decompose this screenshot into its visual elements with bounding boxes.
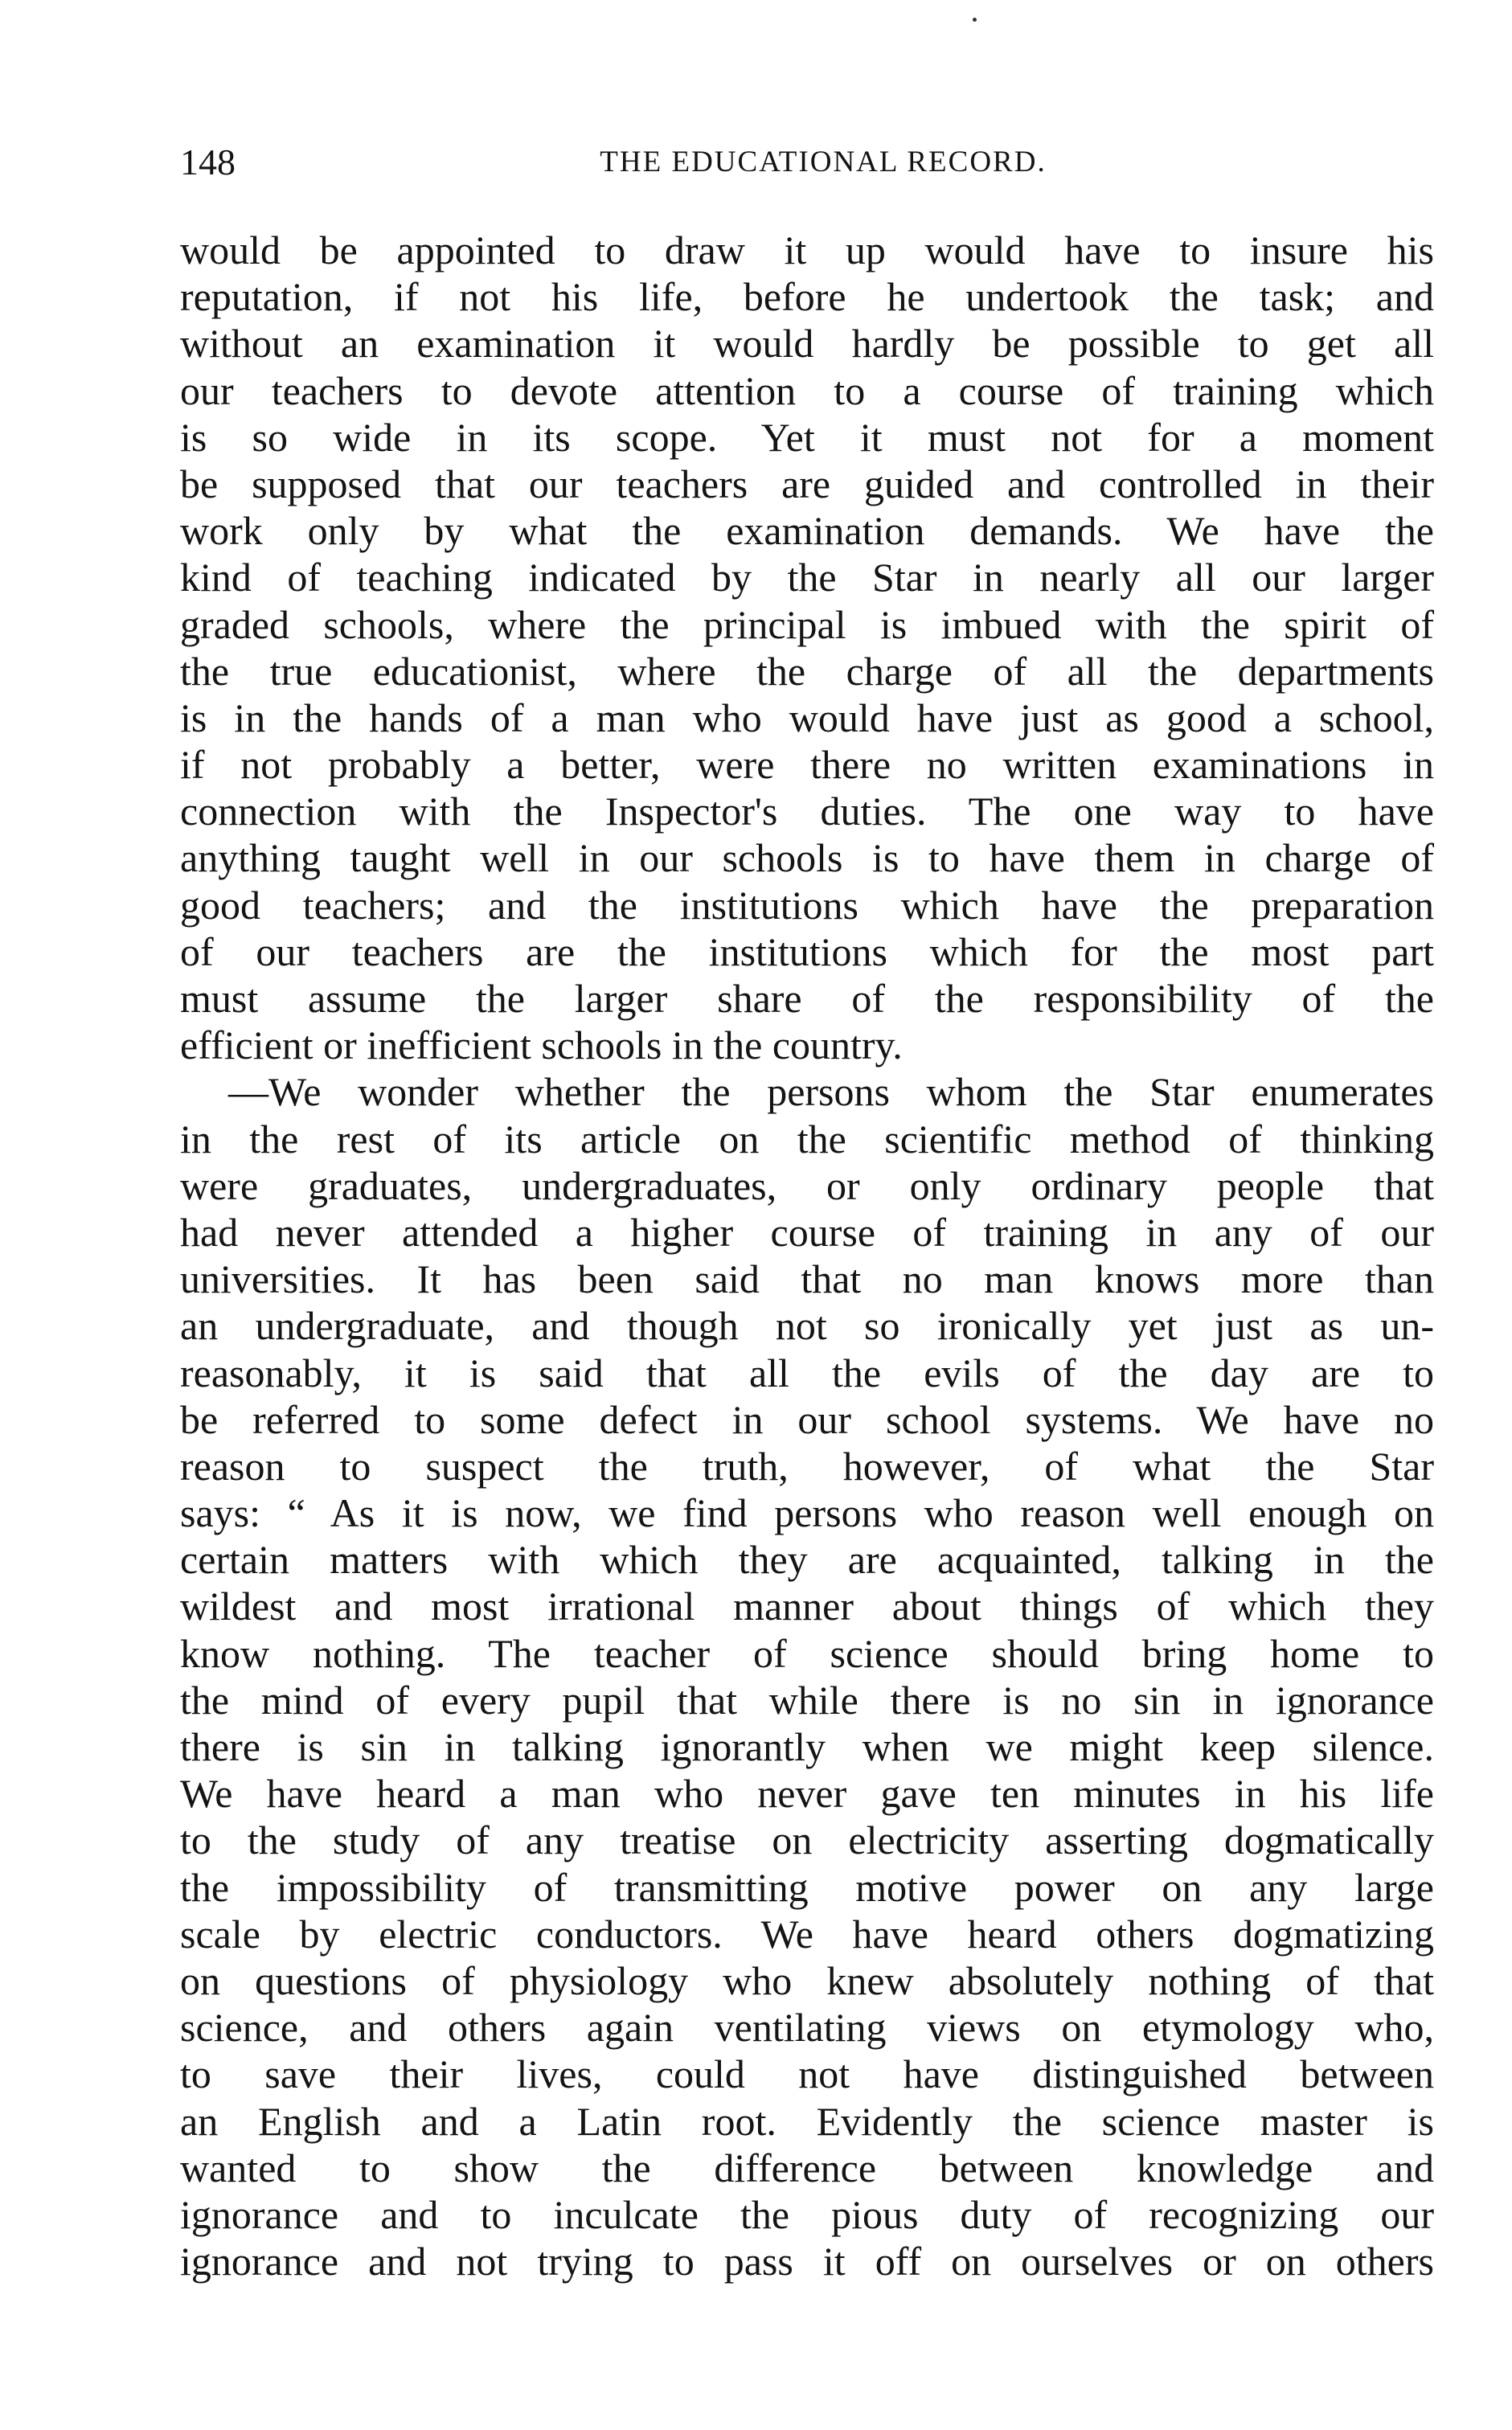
text-line: in the rest of its article on the scientific method of thinking (180, 1116, 1434, 1162)
text-line: work only by what the examination demands. We have the (180, 508, 1434, 554)
text-line: our teachers to devote attention to a course of training which (180, 367, 1434, 413)
text-line: the impossibility of transmitting motive power on any large (180, 1864, 1434, 1910)
text-line: graded schools, where the principal is imbued with the spirit of (180, 601, 1434, 647)
text-line: were graduates, undergraduates, or only ordinary people that (180, 1162, 1434, 1208)
running-title: THE EDUCATIONAL RECORD. (600, 145, 1047, 178)
text-line: had never attended a higher course of training in any of our (180, 1209, 1434, 1255)
text-line: of our teachers are the institutions which for the most part (180, 928, 1434, 974)
text-line: an undergraduate, and though not so ironically yet just as un- (180, 1303, 1434, 1349)
text-line: the true educationist, where the charge of all the departments (180, 648, 1434, 694)
text-line: We have heard a man who never gave ten minutes in his life (180, 1771, 1434, 1817)
text-line: must assume the larger share of the responsibility of the (180, 976, 1434, 1021)
text-line: to the study of any treatise on electricity asserting dogmatically (180, 1817, 1434, 1863)
text-line: there is sin in talking ignorantly when we might keep silence. (180, 1724, 1434, 1769)
text-line: scale by electric conductors. We have heard others dogmatizing (180, 1911, 1434, 1957)
text-line: good teachers; and the institutions which have the preparation (180, 882, 1434, 928)
text-line: ignorance and to inculcate the pious duty of recognizing our (180, 2191, 1434, 2237)
text-line: be referred to some defect in our school systems. We have no (180, 1396, 1434, 1442)
text-line: know nothing. The teacher of science should bring home to (180, 1630, 1434, 1676)
text-line: is in the hands of a man who would have just as good a school, (180, 695, 1434, 740)
text-line: connection with the Inspector's duties. The one way to have (180, 789, 1434, 834)
text-line: science, and others again ventilating views on etymology who, (180, 2005, 1434, 2051)
page-header (180, 138, 1434, 186)
text-line: certain matters with which they are acquainted, talking in the (180, 1537, 1434, 1583)
paragraph-1 (180, 227, 1434, 1068)
text-line: without an examination it would hardly be possible to get all (180, 321, 1434, 367)
text-line: wanted to show the difference between knowledge and (180, 2145, 1434, 2190)
text-line: be supposed that our teachers are guided and controlled in their (180, 461, 1434, 506)
text-line: ignorance and not trying to pass it off on ourselves or on others (180, 2239, 1434, 2285)
text-line: says: “ As it is now, we find persons who reason well enough on (180, 1490, 1434, 1536)
text-line: to save their lives, could not have distinguished between (180, 2051, 1434, 2097)
text-line: universities. It has been said that no man knows more than (180, 1256, 1434, 1302)
text-line: —We wonder whether the persons whom the Star enumerates (228, 1069, 1434, 1115)
text-line: would be appointed to draw it up would have to insure his (180, 227, 1434, 273)
body-text (180, 227, 1434, 2285)
text-line: the mind of every pupil that while there is no sin in ignorance (180, 1677, 1434, 1723)
text-line: anything taught well in our schools is to have them in charge of (180, 835, 1434, 881)
text-line: is so wide in its scope. Yet it must not for a moment (180, 414, 1434, 460)
text-line: reputation, if not his life, before he undertook the task; and (180, 274, 1434, 320)
print-speck (973, 18, 977, 22)
text-line: wildest and most irrational manner about things of which they (180, 1584, 1434, 1629)
text-line: reasonably, it is said that all the evils of the day are to (180, 1350, 1434, 1395)
text-line: reason to suspect the truth, however, of what the Star (180, 1443, 1434, 1489)
text-line: an English and a Latin root. Evidently the science master is (180, 2098, 1434, 2144)
text-line: if not probably a better, were there no written examinations in (180, 742, 1434, 788)
page-number: 148 (180, 141, 236, 182)
paragraph-2 (180, 1068, 1434, 2285)
text-line: kind of teaching indicated by the Star in nearly all our larger (180, 555, 1434, 600)
text-line: on questions of physiology who knew absolutely nothing of that (180, 1957, 1434, 2003)
text-line: efficient or inefficient schools in the country. (180, 1022, 903, 1068)
